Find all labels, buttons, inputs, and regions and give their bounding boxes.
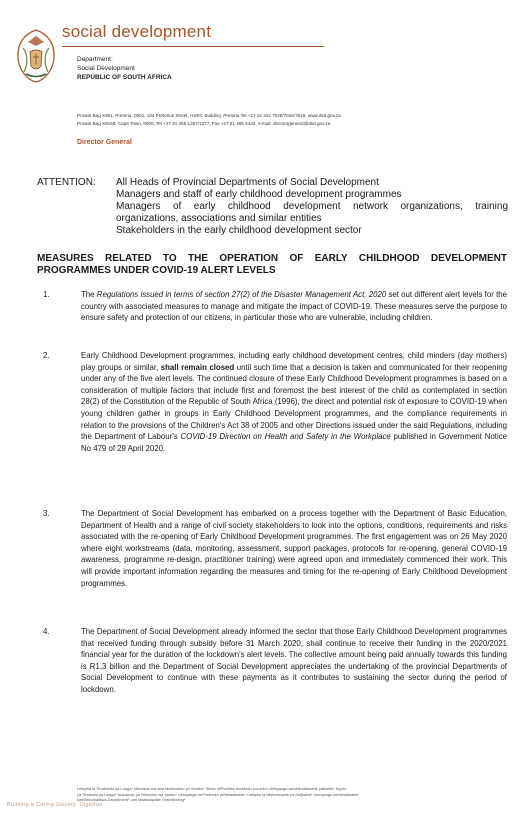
footer-line: ya Tlhabollo ya Leago* Ndzawulo ya Nhluvuko wa Vanhu* UMnyango weThuthuko yeNhlalakahle* Lefapha la Ntshetsopele ya Setjhaba* Umnyango weNhlalakahle — [77, 791, 359, 797]
regulations-citation: Regulations issued in terms of section 27(2) of the Disaster Management Act, 2020 — [96, 290, 387, 299]
paragraph-number: 1. — [43, 290, 50, 299]
country-name: REPUBLIC OF SOUTH AFRICA — [77, 74, 172, 81]
text-run: Early Childhood Development programmes, including early childhood development centres, child minders (day mothers) play groups or similar, — [81, 351, 507, 372]
paragraph-number: 2. — [43, 351, 50, 360]
attention-label: ATTENTION: — [37, 177, 96, 188]
address-line-cape-town: Private Bag X9150, Cape Town, 8000, Tel +27 21 465 1257/1277, Fax +27 21 465 6433, e-mail: directorgeneral@dsd.gov.za — [77, 120, 331, 126]
footer-line: Lefapha la Tlhabololo ya Loago* Muhasho wa zwa Mveledziso ya Vhathu* ISebe loPhuhliso lweNtlalo yoLuntu* uMnyango wezeNhlalakahle yaBantu* Kgoro — [77, 786, 347, 791]
document-heading: MEASURES RELATED TO THE OPERATION OF EARLY CHILDHOOD DEVELOPMENT PROGRAMMES UNDER COVID-19 ALERT LEVELS — [37, 253, 507, 276]
paragraph-text — [81, 289, 507, 324]
text-run: published in Government Notice No 479 of 29 April 2020. — [81, 432, 507, 453]
footer-tagline: Building a Caring Society. Together — [7, 802, 103, 808]
dept-name: Social Development — [77, 65, 135, 72]
attention-recipients — [116, 177, 508, 237]
text-run: The — [81, 290, 97, 299]
recipient-line: Managers and staff of early childhood development programmes — [116, 189, 402, 200]
recipient-line: Managers of early childhood development network organizations, training — [116, 201, 508, 212]
paragraph-text: The Department of Social Development has embarked on a process together with the Department of Basic Education, Department of Health and a range of civil society stakeholders to look into the options, conditions, requirements and risks associated with the re-opening of Early Childhood Development programmes. The first engagement was on 26 May 2020 where eight workstreams (data, monitoring, assessment, support packages, protocols for re-opening, general COVID-19 awareness, programme re-design, practitioner training) were agreed upon and immediately commenced their work. This will provide important information regarding the measures and timing for the re-opening of Early Childhood Development programmes. — [81, 509, 507, 588]
department-block — [77, 55, 172, 82]
brand-name: social development — [62, 22, 212, 41]
footer-line: kweSekuhlaliswa Department* van Maatskaplike Ontwikkeling* — [77, 797, 186, 802]
footer-languages — [77, 786, 467, 803]
labour-direction-citation: COVID-19 Direction on Health and Safety in the Workplace — [180, 432, 391, 442]
recipient-line: All Heads of Provincial Departments of Social Development — [116, 177, 379, 188]
address-block — [77, 112, 341, 127]
paragraph-text — [81, 350, 507, 454]
text-run: set out different alert levels for the country with associated measures to manage and mitigate the impact of COVID-19. These measures serve the purpose to ensure safety and protection of our citizens, in particular those who are vulnerable, including children. — [81, 290, 507, 323]
text-run: until such time that a decision is taken and communicated for their reopening under any of the five alert levels. The continued closure of these Early Childhood Development programmes is based on a consideration of multiple factors that include first and foremost the best interest of the child as contemplated in section 28(2) of the Constitution of the Republic of South Africa (1996), the direct and potential risk of exposure to COVID-19 when young children gather in groups in Early Childhood Development programmes, and the compliance requirements in relation to the provisions of the Children's Act 38 of 2005 and other Directions issued under the said Regulations, including the Department of Labour's — [81, 362, 507, 442]
paragraph-text: The Department of Social Development already informed the sector that those Early Childhood Development programmes that received funding through subsidy before 31 March 2020, shall continue to receive their funding in the 2020/2021 financial year for the duration of the lockdown's alert levels. The collective amount being paid annually towards this funding is R1,3 billion and the Department of Social Development appreciates the undertaking of the provincial Departments of Social Development to continue with these payments as it contributes to sustaining the sector during the period of lockdown. — [81, 627, 507, 694]
address-line-pretoria: Private Bag X901, Pretoria, 0001, 134 Pretorius Street, HSRC Building, Pretoria Tel +27 12 312 7025/7026/7619, www.dsd.gov.za — [77, 113, 341, 118]
paragraph-number: 3. — [43, 509, 50, 518]
paragraph-number: 4. — [43, 627, 50, 636]
office-title: Director General — [77, 139, 132, 146]
coat-of-arms-icon — [14, 28, 58, 84]
dept-label: Department: — [77, 56, 113, 63]
emphasis-closed: shall remain closed — [160, 362, 235, 372]
brand-rule — [62, 46, 324, 47]
recipient-line: organizations, associations and similar entities — [116, 213, 322, 224]
recipient-line: Stakeholders in the early childhood development sector — [116, 225, 362, 236]
